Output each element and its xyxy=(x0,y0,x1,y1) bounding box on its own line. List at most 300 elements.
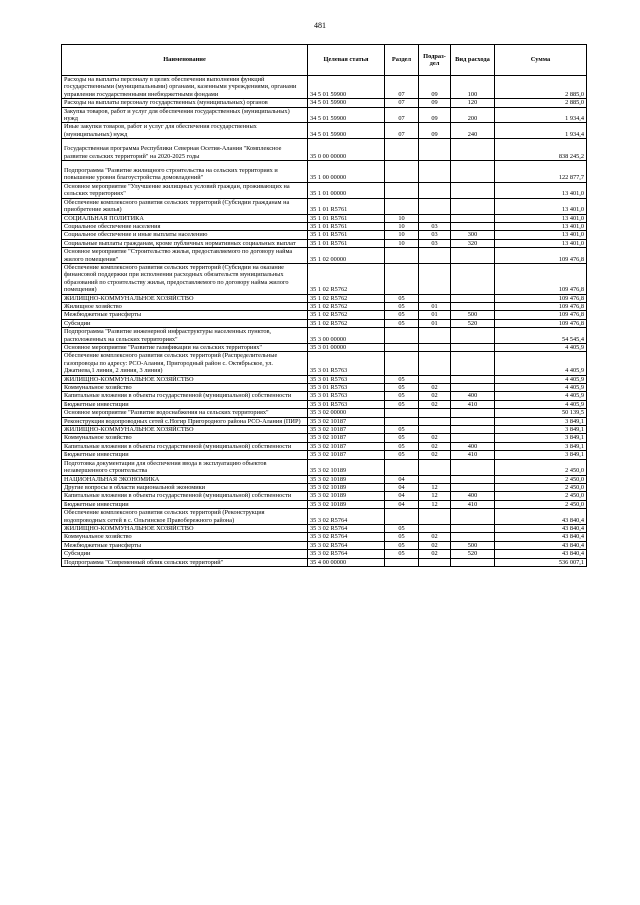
row-subsection: 03 xyxy=(419,239,451,247)
row-sum: 122 877,7 xyxy=(495,161,587,183)
row-sum: 2 885,0 xyxy=(495,76,587,99)
row-sum: 13 401,0 xyxy=(495,222,587,230)
table-row xyxy=(62,524,587,532)
row-sum: 1 934,4 xyxy=(495,107,587,123)
row-name: ЖИЛИЩНО-КОММУНАЛЬНОЕ ХОЗЯЙСТВО xyxy=(62,294,308,302)
row-subsection: 09 xyxy=(419,123,451,139)
row-target-article: 35 1 02 R5762 xyxy=(308,263,385,294)
row-target-article: 34 5 01 59900 xyxy=(308,99,385,107)
row-expense-type xyxy=(451,214,495,222)
row-expense-type: 520 xyxy=(451,319,495,327)
row-sum: 13 401,0 xyxy=(495,198,587,214)
row-section: 10 xyxy=(385,231,419,239)
row-expense-type xyxy=(451,375,495,383)
row-sum: 3 849,1 xyxy=(495,442,587,450)
row-sum: 109 476,8 xyxy=(495,263,587,294)
row-subsection: 02 xyxy=(419,451,451,459)
row-sum: 13 401,0 xyxy=(495,231,587,239)
row-section xyxy=(385,161,419,183)
table-row xyxy=(62,417,587,425)
row-target-article: 35 1 01 R5761 xyxy=(308,198,385,214)
row-section: 05 xyxy=(385,434,419,442)
row-subsection: 12 xyxy=(419,500,451,508)
row-expense-type xyxy=(451,524,495,532)
row-target-article: 35 3 02 R5764 xyxy=(308,550,385,558)
row-name: Коммунальное хозяйство xyxy=(62,384,308,392)
table-row xyxy=(62,161,587,183)
row-expense-type xyxy=(451,434,495,442)
row-subsection xyxy=(419,328,451,344)
row-section: 10 xyxy=(385,239,419,247)
table-row xyxy=(62,311,587,319)
row-subsection xyxy=(419,352,451,375)
row-subsection xyxy=(419,409,451,417)
row-expense-type xyxy=(451,263,495,294)
row-section: 04 xyxy=(385,492,419,500)
header-target-article: Целевая статья xyxy=(308,45,385,76)
table-row xyxy=(62,475,587,483)
row-section: 05 xyxy=(385,319,419,327)
row-target-article: 35 1 02 R5762 xyxy=(308,319,385,327)
row-expense-type: 500 xyxy=(451,541,495,549)
row-name: Основное мероприятие "Улучшение жилищных условий граждан, проживающих на сельских территориях" xyxy=(62,182,308,198)
row-name: Субсидии xyxy=(62,319,308,327)
table-row xyxy=(62,214,587,222)
row-subsection xyxy=(419,294,451,302)
row-subsection: 02 xyxy=(419,550,451,558)
row-section xyxy=(385,248,419,264)
row-sum: 3 849,1 xyxy=(495,451,587,459)
row-sum: 54 545,4 xyxy=(495,328,587,344)
row-expense-type xyxy=(451,459,495,475)
row-subsection: 01 xyxy=(419,319,451,327)
row-sum: 2 450,0 xyxy=(495,500,587,508)
row-section xyxy=(385,263,419,294)
row-name: Подготовка документации для обеспечения ввода в эксплуатацию объектов незавершенного строительства xyxy=(62,459,308,475)
row-expense-type: 240 xyxy=(451,123,495,139)
row-section: 10 xyxy=(385,222,419,230)
table-row xyxy=(62,392,587,400)
row-name: Основное мероприятие "Развитие газификации на сельских территориях" xyxy=(62,344,308,352)
row-expense-type xyxy=(451,558,495,566)
row-expense-type: 400 xyxy=(451,492,495,500)
header-sum: Сумма xyxy=(495,45,587,76)
row-expense-type xyxy=(451,509,495,525)
row-section xyxy=(385,459,419,475)
row-subsection: 09 xyxy=(419,99,451,107)
row-target-article: 35 3 02 10189 xyxy=(308,483,385,491)
row-sum: 43 840,4 xyxy=(495,524,587,532)
row-subsection: 02 xyxy=(419,541,451,549)
row-expense-type xyxy=(451,294,495,302)
row-subsection: 03 xyxy=(419,231,451,239)
row-name: Капитальные вложения в объекты государственной (муниципальной) собственности xyxy=(62,392,308,400)
row-name: Подпрограмма "Современный облик сельских территорий" xyxy=(62,558,308,566)
row-sum: 109 476,8 xyxy=(495,302,587,310)
row-subsection: 02 xyxy=(419,533,451,541)
row-sum: 2 885,0 xyxy=(495,99,587,107)
row-subsection: 01 xyxy=(419,311,451,319)
table-row xyxy=(62,222,587,230)
row-target-article: 35 3 02 10187 xyxy=(308,442,385,450)
row-target-article: 35 1 02 R5762 xyxy=(308,302,385,310)
row-target-article: 35 3 02 10187 xyxy=(308,426,385,434)
row-name: СОЦИАЛЬНАЯ ПОЛИТИКА xyxy=(62,214,308,222)
row-subsection xyxy=(419,558,451,566)
table-row xyxy=(62,451,587,459)
table-row xyxy=(62,483,587,491)
row-expense-type xyxy=(451,344,495,352)
row-sum: 4 405,9 xyxy=(495,384,587,392)
row-subsection: 02 xyxy=(419,384,451,392)
row-name: Социальное обеспечение населения xyxy=(62,222,308,230)
row-section: 05 xyxy=(385,392,419,400)
row-expense-type xyxy=(451,483,495,491)
row-expense-type xyxy=(451,384,495,392)
row-subsection xyxy=(419,263,451,294)
row-name: Коммунальное хозяйство xyxy=(62,434,308,442)
row-expense-type xyxy=(451,417,495,425)
row-name: Реконструкция водопроводных сетей с.Ногир Пригородного района РСО-Алания (ПИР) xyxy=(62,417,308,425)
row-section: 05 xyxy=(385,294,419,302)
row-target-article: 35 3 02 R5764 xyxy=(308,541,385,549)
row-subsection: 02 xyxy=(419,442,451,450)
row-name: Обеспечение комплексного развития сельских территорий (Распределительные газопроводы по адресу: РСО-Алания, Пригородный район с. Октябрьское, ул. Джатиева,1 линия, 2 линия, 3 линия) xyxy=(62,352,308,375)
row-name: Иные закупки товаров, работ и услуг для обеспечения государственных (муниципальных) нужд xyxy=(62,123,308,139)
row-name: Капитальные вложения в объекты государственной (муниципальной) собственности xyxy=(62,442,308,450)
row-section xyxy=(385,328,419,344)
table-row xyxy=(62,434,587,442)
row-sum: 2 450,0 xyxy=(495,459,587,475)
budget-table xyxy=(61,44,587,567)
row-section xyxy=(385,198,419,214)
row-section: 05 xyxy=(385,550,419,558)
row-sum: 536 007,1 xyxy=(495,558,587,566)
row-target-article: 35 3 01 R5763 xyxy=(308,375,385,383)
row-expense-type: 300 xyxy=(451,231,495,239)
row-section: 05 xyxy=(385,375,419,383)
row-section xyxy=(385,139,419,161)
table-body xyxy=(62,76,587,567)
row-subsection xyxy=(419,509,451,525)
row-name: ЖИЛИЩНО-КОММУНАЛЬНОЕ ХОЗЯЙСТВО xyxy=(62,426,308,434)
row-expense-type xyxy=(451,182,495,198)
table-row xyxy=(62,248,587,264)
row-section: 05 xyxy=(385,384,419,392)
row-section: 05 xyxy=(385,442,419,450)
row-section: 05 xyxy=(385,400,419,408)
row-subsection: 02 xyxy=(419,400,451,408)
row-section: 05 xyxy=(385,311,419,319)
row-section: 07 xyxy=(385,123,419,139)
row-name: Межбюджетные трансферты xyxy=(62,541,308,549)
row-name: Закупка товаров, работ и услуг для обеспечения государственных (муниципальных) нужд xyxy=(62,107,308,123)
row-expense-type: 520 xyxy=(451,550,495,558)
row-target-article: 35 3 02 R5764 xyxy=(308,533,385,541)
row-expense-type: 200 xyxy=(451,107,495,123)
row-subsection: 02 xyxy=(419,434,451,442)
row-subsection: 12 xyxy=(419,483,451,491)
row-section: 07 xyxy=(385,76,419,99)
row-section: 04 xyxy=(385,475,419,483)
row-target-article: 35 3 02 10187 xyxy=(308,434,385,442)
row-sum: 50 139,5 xyxy=(495,409,587,417)
table-row xyxy=(62,492,587,500)
row-name: Другие вопросы в области национальной экономики xyxy=(62,483,308,491)
row-subsection xyxy=(419,375,451,383)
row-target-article: 35 1 01 R5761 xyxy=(308,222,385,230)
row-sum: 13 401,0 xyxy=(495,214,587,222)
row-subsection: 02 xyxy=(419,392,451,400)
row-sum: 13 401,0 xyxy=(495,182,587,198)
row-target-article: 35 3 02 10187 xyxy=(308,417,385,425)
row-sum: 4 405,9 xyxy=(495,375,587,383)
row-section: 05 xyxy=(385,302,419,310)
row-sum: 1 934,4 xyxy=(495,123,587,139)
row-subsection: 03 xyxy=(419,222,451,230)
row-subsection xyxy=(419,344,451,352)
row-section xyxy=(385,509,419,525)
row-expense-type: 410 xyxy=(451,500,495,508)
row-target-article: 35 1 02 00000 xyxy=(308,248,385,264)
row-section: 04 xyxy=(385,483,419,491)
row-target-article: 35 3 01 00000 xyxy=(308,344,385,352)
table-row xyxy=(62,352,587,375)
table-row xyxy=(62,384,587,392)
row-target-article: 35 4 00 00000 xyxy=(308,558,385,566)
row-subsection xyxy=(419,459,451,475)
row-name: Расходы на выплаты персоналу государственных (муниципальных) органов xyxy=(62,99,308,107)
row-name: Жилищное хозяйство xyxy=(62,302,308,310)
table-row xyxy=(62,409,587,417)
row-subsection xyxy=(419,139,451,161)
table-row xyxy=(62,558,587,566)
row-subsection xyxy=(419,475,451,483)
table-row xyxy=(62,426,587,434)
row-subsection: 12 xyxy=(419,492,451,500)
table-row xyxy=(62,459,587,475)
row-name: Обеспечение комплексного развития сельских территорий (Субсидии гражданам на приобретение жилья) xyxy=(62,198,308,214)
row-name: Государственная программа Республики Северная Осетия-Алания "Комплексное развитие сельских территорий" на 2020-2025 годы xyxy=(62,139,308,161)
header-expense-type: Вид расхода xyxy=(451,45,495,76)
row-name: Бюджетные инвестиции xyxy=(62,500,308,508)
row-sum: 4 405,9 xyxy=(495,400,587,408)
row-sum: 3 849,1 xyxy=(495,426,587,434)
row-subsection xyxy=(419,426,451,434)
row-name: НАЦИОНАЛЬНАЯ ЭКОНОМИКА xyxy=(62,475,308,483)
page-number: 481 xyxy=(314,21,326,30)
table-row xyxy=(62,541,587,549)
table-row xyxy=(62,107,587,123)
table-row xyxy=(62,139,587,161)
row-expense-type xyxy=(451,409,495,417)
header-section: Раздел xyxy=(385,45,419,76)
row-target-article: 35 1 00 00000 xyxy=(308,161,385,183)
row-expense-type xyxy=(451,533,495,541)
row-expense-type xyxy=(451,475,495,483)
row-target-article: 35 3 02 00000 xyxy=(308,409,385,417)
row-expense-type: 410 xyxy=(451,400,495,408)
row-target-article: 34 5 01 59900 xyxy=(308,107,385,123)
row-target-article: 35 3 02 10189 xyxy=(308,475,385,483)
row-target-article: 35 3 02 10189 xyxy=(308,500,385,508)
table-row xyxy=(62,509,587,525)
row-name: Подпрограмма "Развитие жилищного строительства на сельских территориях и повышение уровня благоустройства домовладений" xyxy=(62,161,308,183)
row-sum: 43 840,4 xyxy=(495,550,587,558)
row-target-article: 35 3 02 R5764 xyxy=(308,509,385,525)
row-name: Основное мероприятие "Развитие водоснабжения на сельских территориях" xyxy=(62,409,308,417)
row-subsection: 01 xyxy=(419,302,451,310)
row-expense-type xyxy=(451,161,495,183)
row-expense-type: 320 xyxy=(451,239,495,247)
table-row xyxy=(62,375,587,383)
row-target-article: 35 3 02 R5764 xyxy=(308,524,385,532)
row-expense-type xyxy=(451,198,495,214)
row-name: Социальное обеспечение и иные выплаты населению xyxy=(62,231,308,239)
table-row xyxy=(62,182,587,198)
row-target-article: 35 3 00 00000 xyxy=(308,328,385,344)
table-row xyxy=(62,239,587,247)
table-row xyxy=(62,400,587,408)
row-expense-type: 400 xyxy=(451,392,495,400)
row-section: 07 xyxy=(385,99,419,107)
row-target-article: 35 1 02 R5762 xyxy=(308,294,385,302)
row-subsection xyxy=(419,417,451,425)
row-sum: 3 849,1 xyxy=(495,434,587,442)
row-sum: 2 450,0 xyxy=(495,483,587,491)
table-row xyxy=(62,500,587,508)
row-target-article: 35 1 01 R5761 xyxy=(308,239,385,247)
row-section: 05 xyxy=(385,533,419,541)
table-row xyxy=(62,319,587,327)
row-expense-type xyxy=(451,302,495,310)
row-target-article: 35 3 02 10189 xyxy=(308,492,385,500)
row-target-article: 35 3 02 10189 xyxy=(308,459,385,475)
row-sum: 109 476,8 xyxy=(495,311,587,319)
row-section: 10 xyxy=(385,214,419,222)
row-target-article: 35 3 01 R5763 xyxy=(308,392,385,400)
row-subsection: 09 xyxy=(419,76,451,99)
table-row xyxy=(62,294,587,302)
row-name: Субсидии xyxy=(62,550,308,558)
row-sum: 838 245,2 xyxy=(495,139,587,161)
table-row xyxy=(62,302,587,310)
table-row xyxy=(62,442,587,450)
row-expense-type xyxy=(451,426,495,434)
row-sum: 109 476,8 xyxy=(495,319,587,327)
header-name: Наименование xyxy=(62,45,308,76)
table-row xyxy=(62,123,587,139)
row-section: 05 xyxy=(385,426,419,434)
row-target-article: 35 3 01 R5763 xyxy=(308,352,385,375)
row-sum: 2 450,0 xyxy=(495,475,587,483)
row-name: Коммунальное хозяйство xyxy=(62,533,308,541)
row-subsection xyxy=(419,214,451,222)
row-name: Основное мероприятие "Строительство жилья, предоставляемого по договору найма жилого помещения" xyxy=(62,248,308,264)
row-target-article: 35 1 01 00000 xyxy=(308,182,385,198)
row-sum: 3 849,1 xyxy=(495,417,587,425)
row-target-article: 35 3 02 10187 xyxy=(308,451,385,459)
table-row xyxy=(62,550,587,558)
row-name: Бюджетные инвестиции xyxy=(62,451,308,459)
row-expense-type xyxy=(451,222,495,230)
row-section xyxy=(385,352,419,375)
row-name: ЖИЛИЩНО-КОММУНАЛЬНОЕ ХОЗЯЙСТВО xyxy=(62,375,308,383)
table-row xyxy=(62,198,587,214)
row-target-article: 35 0 00 00000 xyxy=(308,139,385,161)
row-section: 05 xyxy=(385,524,419,532)
row-expense-type xyxy=(451,248,495,264)
row-section xyxy=(385,409,419,417)
row-target-article: 35 3 01 R5763 xyxy=(308,400,385,408)
row-target-article: 35 3 01 R5763 xyxy=(308,384,385,392)
row-expense-type xyxy=(451,328,495,344)
row-target-article: 35 1 01 R5761 xyxy=(308,214,385,222)
table-row xyxy=(62,263,587,294)
row-subsection xyxy=(419,524,451,532)
row-sum: 4 405,9 xyxy=(495,392,587,400)
row-section xyxy=(385,417,419,425)
row-section: 05 xyxy=(385,451,419,459)
table-header-row xyxy=(62,45,587,76)
row-name: Подпрограмма "Развитие инженерной инфраструктуры населенных пунктов, расположенных на сельских территориях" xyxy=(62,328,308,344)
row-section xyxy=(385,182,419,198)
row-sum: 4 405,9 xyxy=(495,352,587,375)
row-section xyxy=(385,558,419,566)
row-target-article: 35 1 01 R5761 xyxy=(308,231,385,239)
table-row xyxy=(62,76,587,99)
row-subsection: 09 xyxy=(419,107,451,123)
table-row xyxy=(62,344,587,352)
row-section xyxy=(385,344,419,352)
row-expense-type xyxy=(451,352,495,375)
table-row xyxy=(62,328,587,344)
row-expense-type xyxy=(451,139,495,161)
row-name: Обеспечение комплексного развития сельских территорий (Субсидии на оказание финансовой поддержки при исполнении расходных обязательств муниципальных образований по строительству жилья, предоставляемого по договору найма жилого помещения) xyxy=(62,263,308,294)
row-name: Обеспечение комплексного развития сельских территорий (Реконструкция водопроводных сетей в с. Ольгинское Правобережного района) xyxy=(62,509,308,525)
row-section: 04 xyxy=(385,500,419,508)
row-sum: 43 840,4 xyxy=(495,533,587,541)
row-sum: 109 476,8 xyxy=(495,248,587,264)
row-name: Межбюджетные трансферты xyxy=(62,311,308,319)
header-subsection: Подраз-дел xyxy=(419,45,451,76)
row-subsection xyxy=(419,161,451,183)
row-sum: 109 476,8 xyxy=(495,294,587,302)
row-expense-type: 120 xyxy=(451,99,495,107)
row-section: 05 xyxy=(385,541,419,549)
row-expense-type: 100 xyxy=(451,76,495,99)
row-sum: 13 401,0 xyxy=(495,239,587,247)
row-subsection xyxy=(419,182,451,198)
row-name: ЖИЛИЩНО-КОММУНАЛЬНОЕ ХОЗЯЙСТВО xyxy=(62,524,308,532)
row-sum: 43 840,4 xyxy=(495,541,587,549)
row-target-article: 35 1 02 R5762 xyxy=(308,311,385,319)
row-expense-type: 410 xyxy=(451,451,495,459)
table-row xyxy=(62,231,587,239)
row-name: Расходы на выплаты персоналу в целях обеспечения выполнения функций государственными (муниципальными) органами, казенными учреждениями, органами управления государственными внебюджетными фондами xyxy=(62,76,308,99)
table-row xyxy=(62,533,587,541)
row-target-article: 34 5 01 59900 xyxy=(308,123,385,139)
row-name: Капитальные вложения в объекты государственной (муниципальной) собственности xyxy=(62,492,308,500)
row-target-article: 34 5 01 59900 xyxy=(308,76,385,99)
row-name: Бюджетные инвестиции xyxy=(62,400,308,408)
row-section: 07 xyxy=(385,107,419,123)
row-sum: 43 840,4 xyxy=(495,509,587,525)
row-sum: 4 405,9 xyxy=(495,344,587,352)
row-subsection xyxy=(419,248,451,264)
row-sum: 2 450,0 xyxy=(495,492,587,500)
row-name: Социальные выплаты гражданам, кроме публичных нормативных социальных выплат xyxy=(62,239,308,247)
